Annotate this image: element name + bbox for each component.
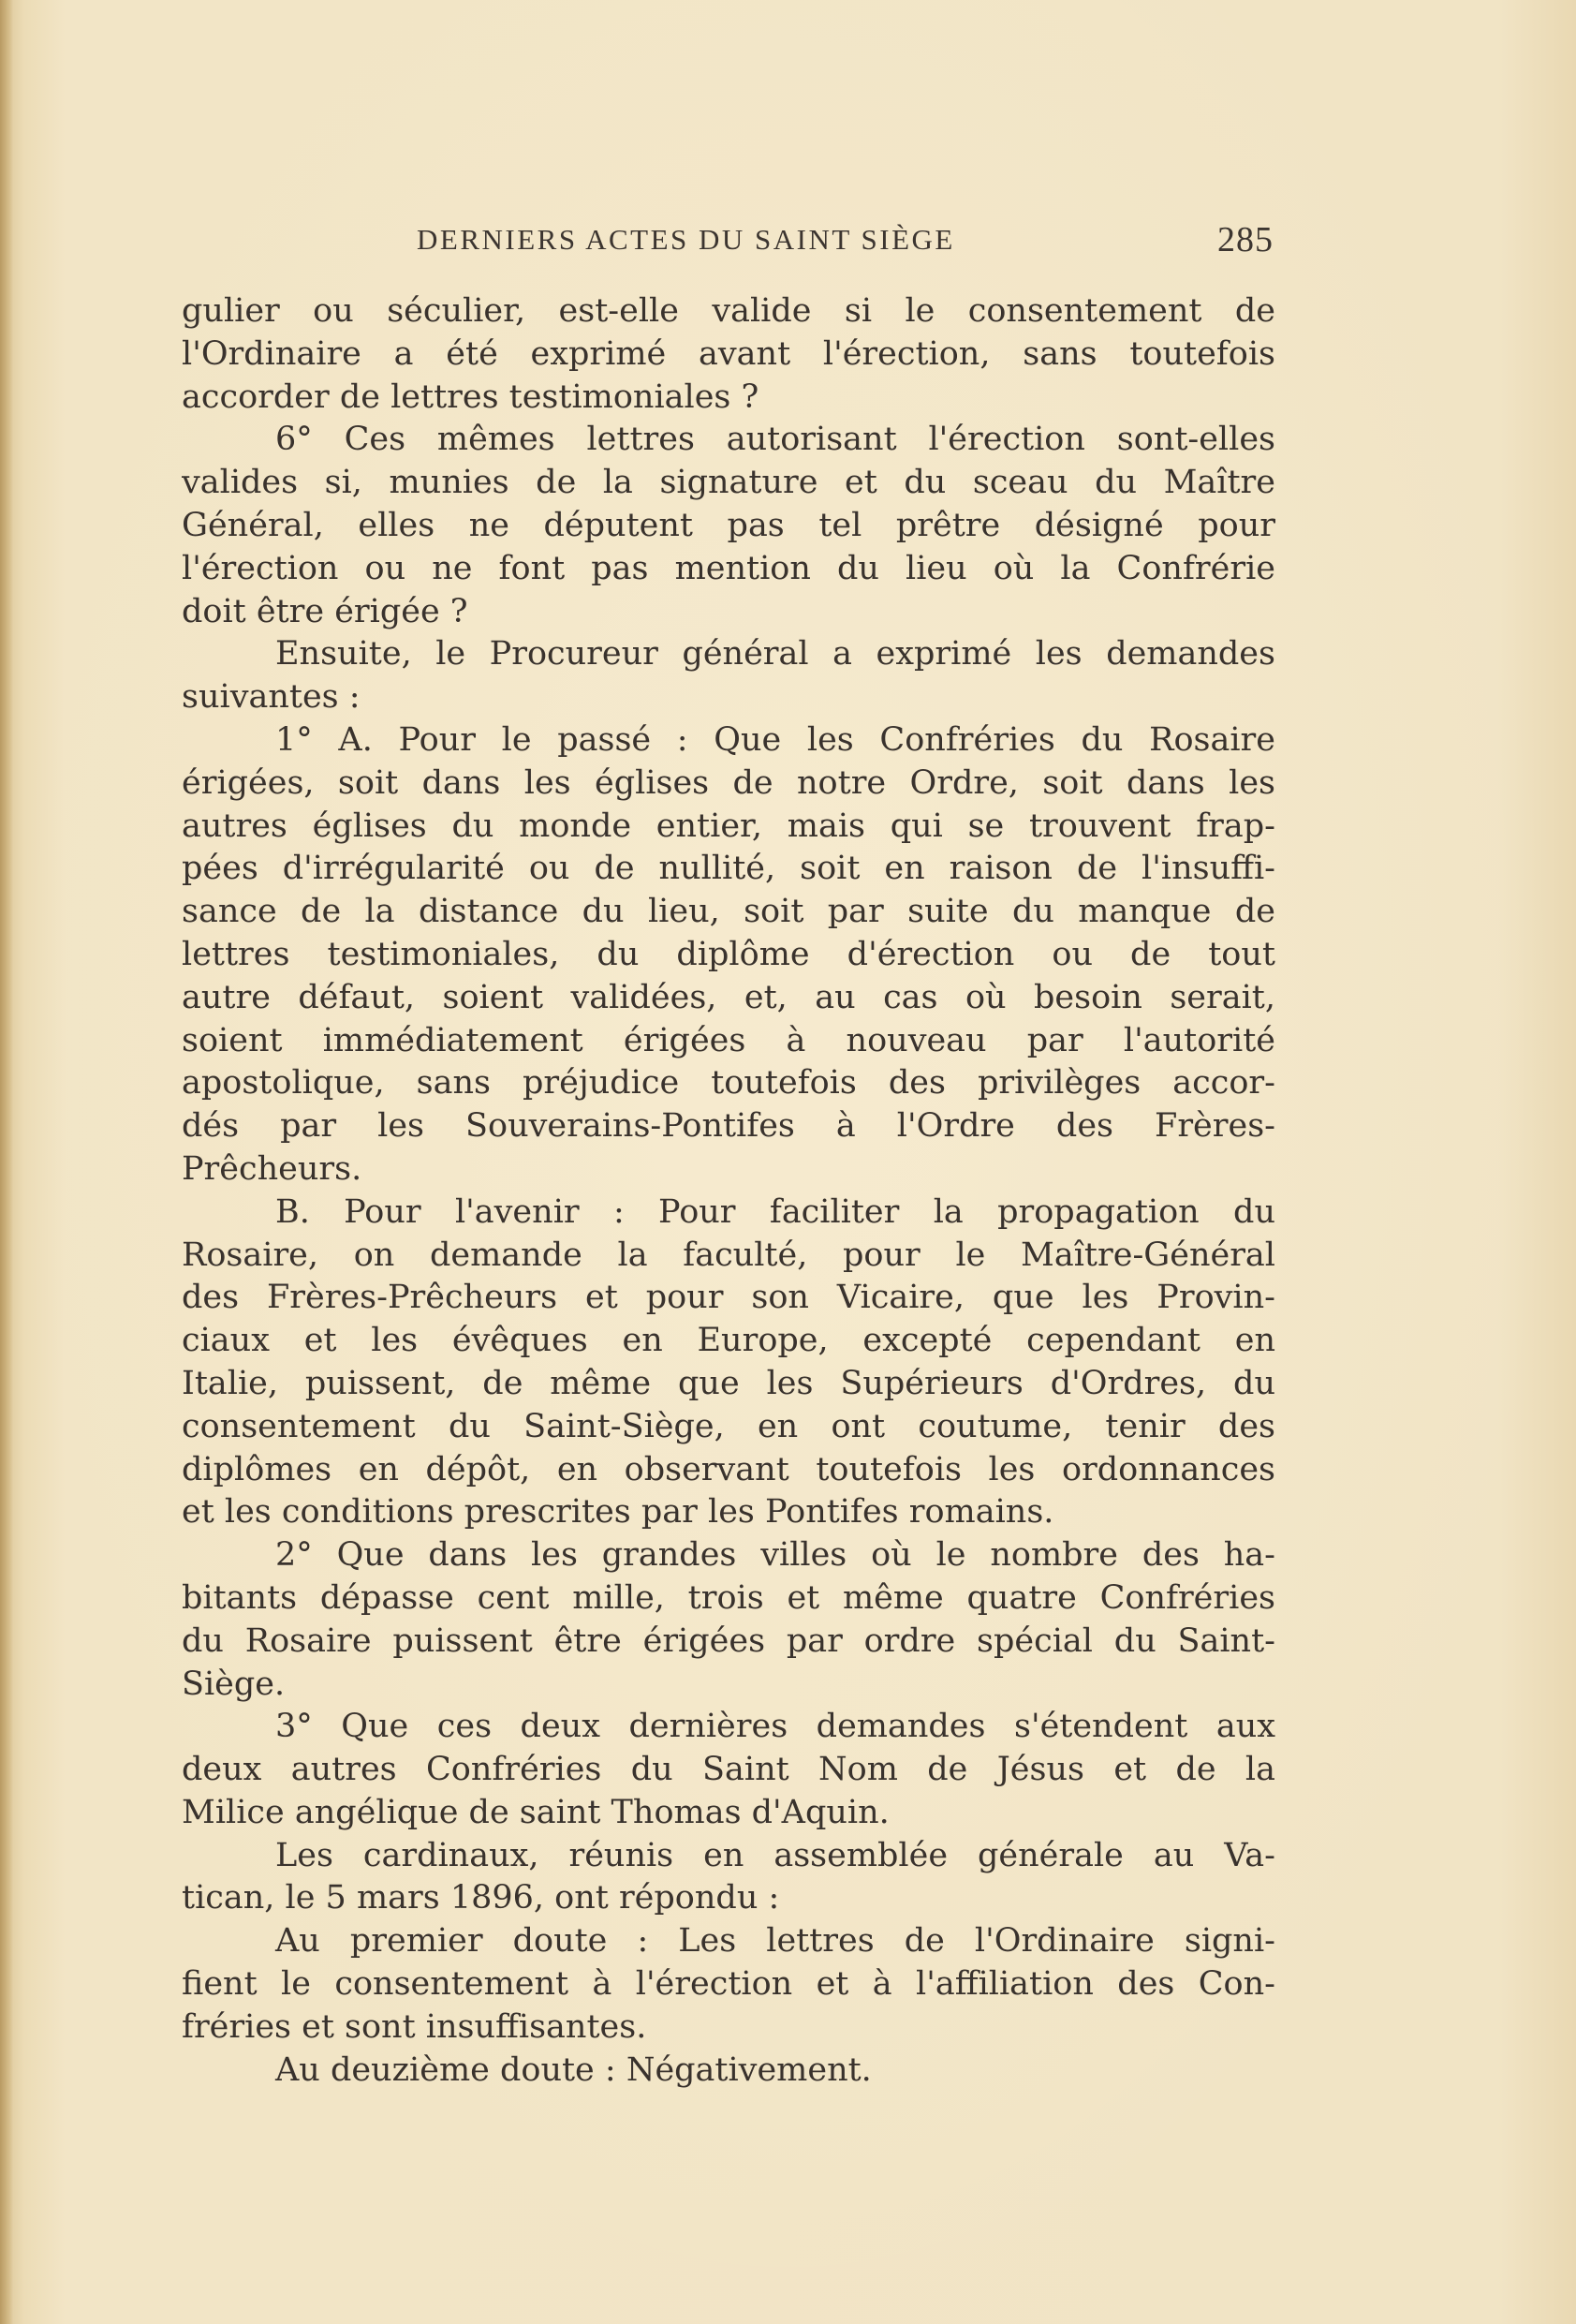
text-line: du Rosaire puissent être érigées par ordre spécial du Saint- bbox=[182, 1621, 1275, 1660]
text-line: fréries et sont insuffisantes. bbox=[182, 2007, 647, 2046]
text-line: apostolique, sans préjudice toutefois des privilèges accor- bbox=[182, 1064, 1275, 1103]
text-line: fient le consentement à l'érection et à l'affiliation des Con- bbox=[182, 1965, 1275, 2004]
text-line: sance de la distance du lieu, soit par suite du manque de bbox=[182, 893, 1275, 931]
text-line: consentement du Saint-Siège, en ont coutume, tenir des bbox=[182, 1407, 1275, 1445]
text-line: Siège. bbox=[182, 1665, 286, 1703]
text-line: Au premier doute : Les lettres de l'Ordinaire signi- bbox=[275, 1922, 1275, 1961]
running-title: DERNIERS ACTES DU SAINT SIÈGE bbox=[417, 223, 955, 256]
text-line: lettres testimoniales, du diplôme d'érection ou de tout bbox=[182, 935, 1275, 973]
text-line: Général, elles ne députent pas tel prêtre désigné pour bbox=[182, 506, 1275, 544]
text-line: des Frères-Prêcheurs et pour son Vicaire, que les Provin- bbox=[182, 1279, 1275, 1317]
text-line: deux autres Confréries du Saint Nom de Jésus et de la bbox=[182, 1751, 1275, 1789]
page-header bbox=[183, 214, 1274, 266]
text-line: 2° Que dans les grandes villes où le nombre des ha- bbox=[275, 1536, 1275, 1575]
text-line: Les cardinaux, réunis en assemblée générale au Va- bbox=[275, 1836, 1275, 1874]
text-line: Ensuite, le Procureur général a exprimé les demandes bbox=[275, 635, 1275, 674]
text-line: soient immédiatement érigées à nouveau par l'autorité bbox=[182, 1021, 1275, 1059]
text-line: érigées, soit dans les églises de notre Ordre, soit dans les bbox=[182, 763, 1275, 802]
text-line: Italie, puissent, de même que les Supérieurs d'Ordres, du bbox=[182, 1364, 1275, 1402]
text-line: accorder de lettres testimoniales ? bbox=[182, 377, 759, 416]
text-line: l'érection ou ne font pas mention du lieu où la Confrérie bbox=[182, 549, 1275, 587]
text-line: autres églises du monde entier, mais qui se trouvent frap- bbox=[182, 807, 1275, 845]
text-line: 3° Que ces deux dernières demandes s'étendent aux bbox=[275, 1708, 1275, 1746]
text-line: pées d'irrégularité ou de nullité, soit en raison de l'insuffi- bbox=[182, 850, 1275, 888]
text-line: tican, le 5 mars 1896, ont répondu : bbox=[182, 1879, 780, 1917]
text-line: Prêcheurs. bbox=[182, 1149, 362, 1188]
text-line: l'Ordinaire a été exprimé avant l'érection, sans toutefois bbox=[182, 334, 1275, 373]
text-line: gulier ou séculier, est-elle valide si le consentement de bbox=[182, 292, 1275, 330]
text-line: doit être érigée ? bbox=[182, 592, 468, 630]
page-number: 285 bbox=[1217, 220, 1274, 259]
body-text bbox=[182, 290, 1275, 2092]
page-spine-shadow bbox=[0, 0, 13, 2324]
text-line: autre défaut, soient validées, et, au cas où besoin serait, bbox=[182, 978, 1275, 1016]
text-line: dés par les Souverains-Pontifes à l'Ordre des Frères- bbox=[182, 1107, 1275, 1146]
text-line: et les conditions prescrites par les Pontifes romains. bbox=[182, 1493, 1054, 1532]
text-line: B. Pour l'avenir : Pour faciliter la propagation du bbox=[275, 1192, 1275, 1231]
text-line: 6° Ces mêmes lettres autorisant l'érection sont-elles bbox=[275, 421, 1275, 459]
text-line: bitants dépasse cent mille, trois et même quatre Confréries bbox=[182, 1578, 1275, 1617]
text-line: diplômes en dépôt, en observant toutefois les ordonnances bbox=[182, 1450, 1275, 1488]
text-line: ciaux et les évêques en Europe, excepté cependant en bbox=[182, 1322, 1275, 1360]
text-line: Rosaire, on demande la faculté, pour le Maître-Général bbox=[182, 1236, 1275, 1274]
text-line: Milice angélique de saint Thomas d'Aquin. bbox=[182, 1793, 890, 1831]
text-line: Au deuzième doute : Négativement. bbox=[275, 2050, 872, 2089]
text-line: 1° A. Pour le passé : Que les Confréries du Rosaire bbox=[275, 720, 1275, 759]
text-line: valides si, munies de la signature et du sceau du Maître bbox=[182, 464, 1275, 502]
text-line: suivantes : bbox=[182, 678, 361, 717]
